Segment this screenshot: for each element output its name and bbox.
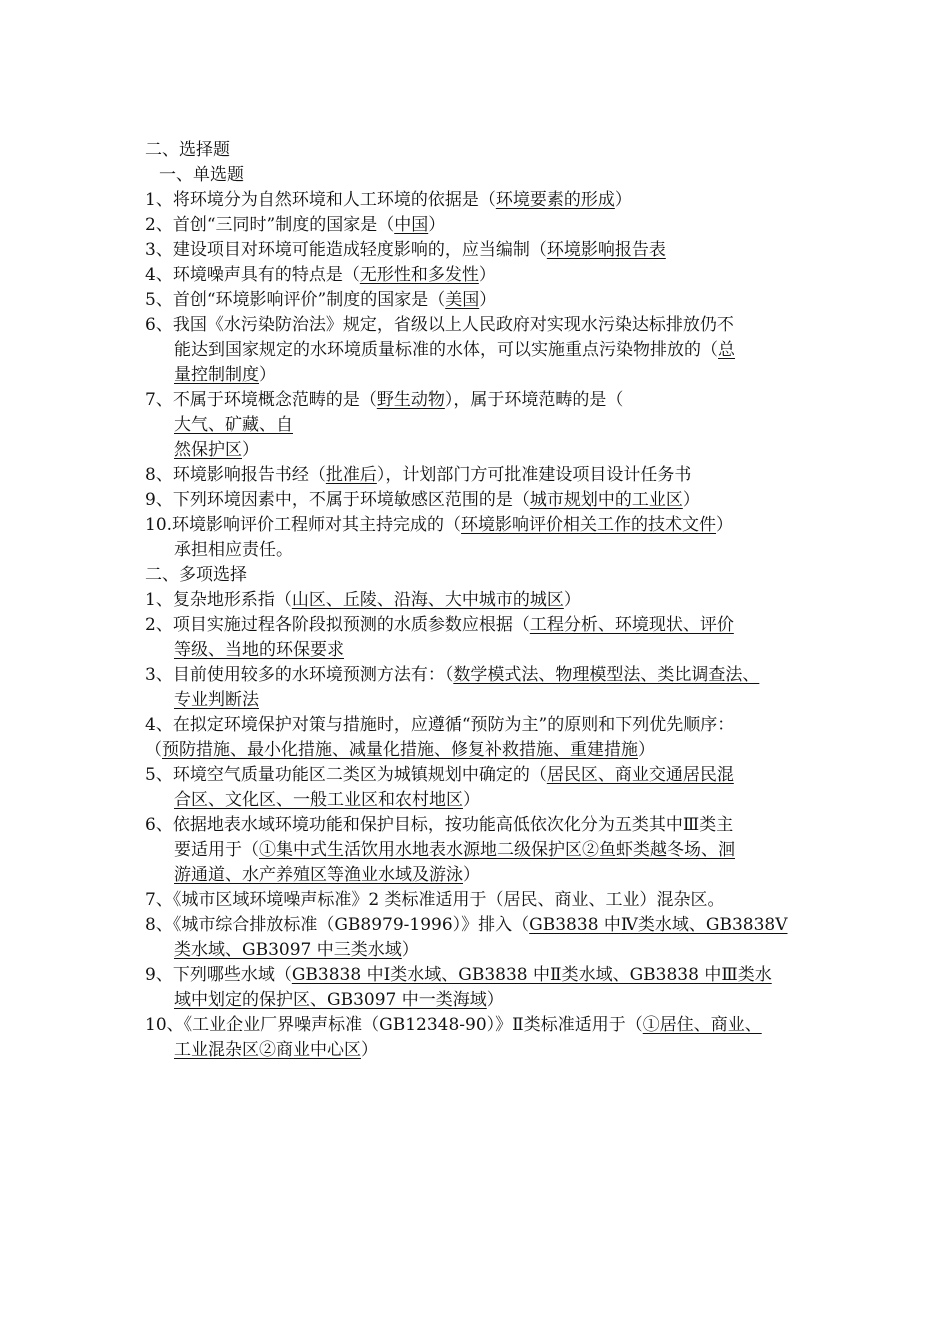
question-line bbox=[145, 463, 810, 488]
answer-text: 量控制制度 bbox=[174, 365, 259, 385]
question-line bbox=[145, 963, 810, 988]
single-question bbox=[145, 313, 810, 388]
answer-text: 游通道、水产养殖区等渔业水域及游泳 bbox=[174, 865, 463, 885]
question-text: ） bbox=[638, 740, 655, 760]
question-text: 1、将环境分为自然环境和人工环境的依据是（ bbox=[145, 190, 496, 210]
question-line bbox=[145, 313, 810, 338]
answer-text: 大气、矿藏、自 bbox=[174, 415, 293, 435]
multi-question bbox=[145, 913, 810, 963]
multi-question bbox=[145, 888, 810, 913]
question-text: ） bbox=[682, 490, 700, 510]
question-text: ） bbox=[478, 265, 496, 285]
multi-question bbox=[145, 588, 810, 613]
question-line bbox=[145, 813, 810, 838]
answer-text: 类水域、GB3097 中三类水域 bbox=[174, 940, 402, 960]
question-line bbox=[145, 413, 810, 438]
question-line bbox=[145, 488, 810, 513]
question-text: ） bbox=[259, 365, 276, 385]
single-question bbox=[145, 513, 810, 563]
multi-question bbox=[145, 663, 810, 713]
answer-text: 居民区、商业交通居民混 bbox=[546, 765, 734, 785]
answer-text: 然保护区 bbox=[174, 440, 242, 460]
question-text: 2、项目实施过程各阶段拟预测的水质参数应根据（ bbox=[145, 615, 530, 635]
answer-text: 野生动物 bbox=[376, 390, 445, 410]
question-text: ） bbox=[463, 790, 480, 810]
answer-text: 城市规划中的工业区 bbox=[529, 490, 683, 510]
question-line bbox=[145, 938, 810, 963]
question-line bbox=[145, 838, 810, 863]
question-text: ） bbox=[428, 215, 446, 235]
question-line bbox=[145, 713, 810, 738]
question-line bbox=[145, 288, 810, 313]
question-line bbox=[145, 688, 810, 713]
multi-question bbox=[145, 713, 810, 763]
answer-text: 批准后 bbox=[325, 465, 377, 485]
question-text: ） bbox=[479, 290, 497, 310]
single-choice-list bbox=[145, 188, 810, 563]
document-content bbox=[145, 138, 810, 1063]
question-text: ） bbox=[614, 190, 632, 210]
question-line bbox=[145, 613, 810, 638]
question-text: 4、在拟定环境保护对策与措施时，应遵循“预防为主”的原则和下列优先顺序： bbox=[145, 715, 735, 735]
question-line bbox=[145, 888, 810, 913]
answer-text: 数学模式法、物理模型法、类比调查法、 bbox=[453, 665, 760, 685]
question-line bbox=[145, 763, 810, 788]
question-text: ） bbox=[486, 990, 504, 1010]
question-text: 10.环境影响评价工程师对其主持完成的（ bbox=[145, 515, 462, 535]
question-text: 承担相应责任。 bbox=[174, 540, 293, 560]
question-line bbox=[145, 863, 810, 888]
multi-question bbox=[145, 813, 810, 888]
question-line bbox=[145, 538, 810, 563]
answer-text: ①集中式生活饮用水地表水源地二级保护区②鱼虾类越冬场、洄 bbox=[259, 840, 735, 860]
question-text: 3、建设项目对环境可能造成轻度影响的，应当编制（ bbox=[145, 240, 547, 260]
question-text: 6、我国《水污染防治法》规定，省级以上人民政府对实现水污染达标排放仍不 bbox=[145, 315, 734, 335]
answer-text: ①居住、商业、 bbox=[642, 1015, 762, 1035]
question-line bbox=[145, 263, 810, 288]
question-line bbox=[145, 788, 810, 813]
question-text: 5、环境空气质量功能区二类区为城镇规划中确定的（ bbox=[145, 765, 547, 785]
question-text: 5、首创“环境影响评价”制度的国家是（ bbox=[145, 290, 446, 310]
question-line bbox=[145, 1038, 810, 1063]
single-question bbox=[145, 188, 810, 213]
multi-question bbox=[145, 963, 810, 1013]
question-text: （ bbox=[145, 740, 162, 760]
multi-question bbox=[145, 763, 810, 813]
question-text: ） bbox=[716, 515, 734, 535]
answer-text: 域中划定的保护区、GB3097 中一类海域 bbox=[174, 990, 487, 1010]
answer-text: 专业判断法 bbox=[174, 690, 259, 710]
question-text: 9、下列环境因素中，不属于环境敏感区范围的是（ bbox=[145, 490, 530, 510]
question-line bbox=[145, 988, 810, 1013]
multi-choice-list bbox=[145, 588, 810, 1063]
answer-text: 等级、当地的环保要求 bbox=[174, 640, 344, 660]
question-text: 9、下列哪些水域（ bbox=[145, 965, 292, 985]
question-text: ） bbox=[242, 440, 259, 460]
multi-question bbox=[145, 1013, 810, 1063]
answer-text: 工业混杂区②商业中心区 bbox=[174, 1040, 361, 1060]
question-line bbox=[145, 238, 810, 263]
single-question bbox=[145, 263, 810, 288]
single-question bbox=[145, 288, 810, 313]
answer-text: 合区、文化区、一般工业区和农村地区 bbox=[174, 790, 463, 810]
answer-text: 环境要素的形成 bbox=[495, 190, 615, 210]
answer-text: 总 bbox=[718, 340, 735, 360]
multi-question bbox=[145, 613, 810, 663]
answer-text: 工程分析、环境现状、评价 bbox=[529, 615, 734, 635]
answer-text: 环境影响报告表 bbox=[546, 240, 666, 260]
question-text: ） bbox=[463, 865, 480, 885]
answer-text: 中国 bbox=[394, 215, 429, 235]
question-text: ） bbox=[401, 940, 419, 960]
answer-text: GB3838 中Ⅳ类水域、GB3838Ⅴ bbox=[529, 915, 788, 935]
question-line bbox=[145, 638, 810, 663]
question-line bbox=[145, 338, 810, 363]
answer-text: 无形性和多发性 bbox=[359, 265, 479, 285]
question-text: ），计划部门方可批准建设项目设计任务书 bbox=[376, 465, 692, 485]
section-heading-single: 一、单选题 bbox=[159, 165, 244, 185]
question-line bbox=[145, 363, 810, 388]
question-text: ） bbox=[361, 1040, 378, 1060]
question-text: 要适用于（ bbox=[174, 840, 259, 860]
question-line bbox=[145, 738, 810, 763]
question-text: 10、《工业企业厂界噪声标准（GB12348-90）》Ⅱ类标准适用于（ bbox=[145, 1015, 643, 1035]
section-heading-choice: 二、选择题 bbox=[145, 140, 230, 160]
section-heading-multi: 二、多项选择 bbox=[145, 565, 247, 585]
single-question bbox=[145, 213, 810, 238]
question-line bbox=[145, 213, 810, 238]
question-text: 能达到国家规定的水环境质量标准的水体，可以实施重点污染物排放的（ bbox=[174, 340, 718, 360]
question-text: 1、复杂地形系指（ bbox=[145, 590, 292, 610]
question-text: ），属于环境范畴的是（ bbox=[444, 390, 624, 410]
question-text: 3、目前使用较多的水环境预测方法有：（ bbox=[145, 665, 454, 685]
question-line bbox=[145, 1013, 810, 1038]
question-text: 8、《城市综合排放标准（GB8979-1996）》排入（ bbox=[145, 915, 530, 935]
single-question bbox=[145, 238, 810, 263]
question-text: ） bbox=[563, 590, 581, 610]
single-question bbox=[145, 488, 810, 513]
question-line bbox=[145, 188, 810, 213]
question-text: 7、《城市区域环境噪声标准》2 类标准适用于（居民、商业、工业）混杂区。 bbox=[145, 890, 725, 910]
question-text: 2、首创“三同时”制度的国家是（ bbox=[145, 215, 395, 235]
question-line bbox=[145, 913, 810, 938]
answer-text: 预防措施、最小化措施、减量化措施、修复补救措施、重建措施 bbox=[162, 740, 638, 760]
question-line bbox=[145, 388, 810, 413]
question-line bbox=[145, 513, 810, 538]
question-text: 4、环境噪声具有的特点是（ bbox=[145, 265, 360, 285]
question-text: 8、环境影响报告书经（ bbox=[145, 465, 326, 485]
single-question bbox=[145, 463, 810, 488]
answer-text: 美国 bbox=[445, 290, 480, 310]
question-line bbox=[145, 438, 810, 463]
question-text: 6、依据地表水域环境功能和保护目标，按功能高低依次化分为五类其中Ⅲ类主 bbox=[145, 815, 734, 835]
answer-text: 环境影响评价相关工作的技术文件 bbox=[461, 515, 717, 535]
answer-text: GB3838 中Ⅰ类水域、GB3838 中Ⅱ类水域、GB3838 中Ⅲ类水 bbox=[291, 965, 772, 985]
question-line bbox=[145, 588, 810, 613]
question-text: 7、不属于环境概念范畴的是（ bbox=[145, 390, 377, 410]
question-line bbox=[145, 663, 810, 688]
single-question bbox=[145, 388, 810, 463]
answer-text: 山区、丘陵、沿海、大中城市的城区 bbox=[291, 590, 564, 610]
